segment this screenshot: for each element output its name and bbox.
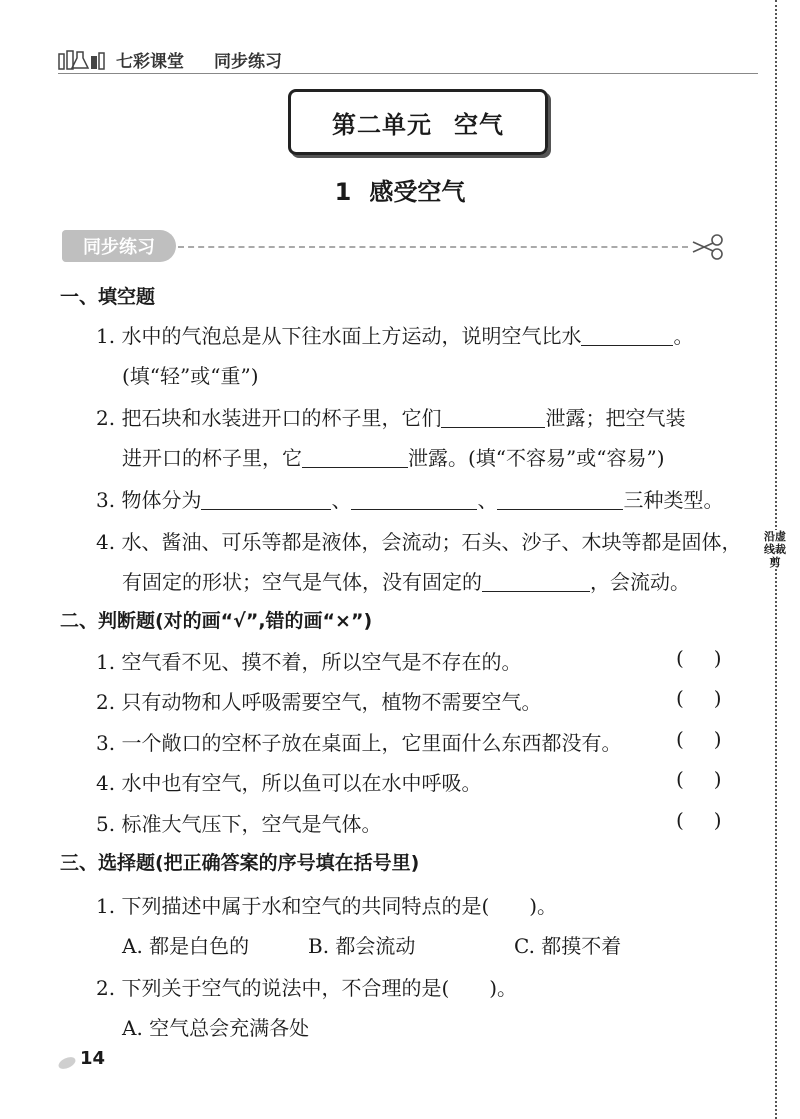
- q-text: 三种类型。: [623, 488, 724, 512]
- fill-q1-hint: (填“轻”或“重”): [122, 364, 259, 388]
- lesson-name: 感受空气: [369, 178, 466, 206]
- fill-q1: [96, 320, 693, 349]
- q-text: 把石块和水装进开口的杯子里，它们: [121, 406, 442, 430]
- answer-blank[interactable]: [482, 569, 590, 592]
- answer-blank[interactable]: [302, 445, 408, 468]
- tf-item-1: [96, 646, 521, 675]
- unit-prefix: 第二单元: [332, 110, 432, 139]
- q-text: 只有动物和人呼吸需要空气，植物不需要空气。: [121, 690, 542, 714]
- q-text: 下列描述中属于水和空气的共同特点的是( )。: [121, 894, 558, 918]
- separator: 、: [477, 488, 498, 512]
- lab-flasks-icon: [58, 48, 106, 70]
- q-text: 泄露；把空气装: [545, 406, 686, 430]
- q-num: 2.: [96, 976, 116, 1000]
- q-text: 下列关于空气的说法中，不合理的是( )。: [121, 976, 518, 1000]
- fill-q3: [96, 484, 723, 513]
- answer-paren[interactable]: (): [676, 808, 752, 832]
- choice-q1-options: [122, 930, 621, 959]
- q-num: 1.: [96, 650, 116, 674]
- answer-paren[interactable]: (): [676, 686, 752, 710]
- choice-q1: [96, 890, 557, 919]
- header-divider: [58, 73, 758, 74]
- fill-q4: [96, 526, 741, 555]
- answer-blank[interactable]: [201, 487, 331, 510]
- choice-q2: [96, 972, 517, 1001]
- tf-item-5: [96, 808, 381, 837]
- page-header: [58, 44, 282, 74]
- tf-item-3: [96, 727, 621, 756]
- practice-badge: 同步练习: [62, 230, 176, 262]
- section-choice-heading: 三、选择题(把正确答案的序号填在括号里): [60, 852, 420, 874]
- q-num: 2.: [96, 406, 116, 430]
- q-text: 水、酱油、可乐等都是液体，会流动；石头、沙子、木块等都是固体，: [121, 530, 742, 554]
- lesson-number: 1: [334, 178, 352, 206]
- series-name: 七彩课堂: [116, 51, 184, 72]
- q-text: 标准大气压下，空气是气体。: [121, 812, 382, 836]
- fill-q2-line2: [122, 442, 665, 471]
- q-text-end: 。: [673, 324, 694, 348]
- q-num: 3.: [96, 488, 116, 512]
- q-num: 1.: [96, 324, 116, 348]
- answer-blank[interactable]: [351, 487, 477, 510]
- choice-q2-options: [122, 1012, 309, 1041]
- q-text: 空气看不见、摸不着，所以空气是不存在的。: [121, 650, 522, 674]
- q-text: 有固定的形状；空气是气体，没有固定的: [122, 570, 482, 594]
- q-text: 水中的气泡总是从下往水面上方运动，说明空气比水: [121, 324, 582, 348]
- q-text: 物体分为: [121, 488, 202, 512]
- option-a[interactable]: A. 都是白色的: [122, 934, 250, 958]
- answer-blank[interactable]: [581, 323, 673, 346]
- tf-item-4: [96, 767, 481, 796]
- scissors-icon: [690, 232, 726, 262]
- q-num: 3.: [96, 731, 116, 755]
- fill-q4-line2: [122, 566, 690, 595]
- option-b[interactable]: B. 都会流动: [308, 934, 416, 958]
- separator: 、: [331, 488, 352, 512]
- answer-paren[interactable]: (): [676, 767, 752, 791]
- q-text: 一个敞口的空杯子放在桌面上，它里面什么东西都没有。: [121, 731, 622, 755]
- q-text: ，会流动。: [590, 570, 690, 594]
- section-true-false-heading: 二、判断题(对的画“√”,错的画“×”): [60, 610, 373, 632]
- answer-paren[interactable]: (): [676, 727, 752, 751]
- page-number: 14: [80, 1048, 106, 1069]
- option-a[interactable]: A. 空气总会充满各处: [122, 1016, 310, 1040]
- q-num: 4.: [96, 530, 116, 554]
- tf-item-2: [96, 686, 541, 715]
- answer-paren[interactable]: (): [676, 646, 752, 670]
- unit-name: 空气: [454, 110, 504, 139]
- answer-blank[interactable]: [441, 405, 545, 428]
- option-c[interactable]: C. 都摸不着: [514, 934, 622, 958]
- q-text: 水中也有空气，所以鱼可以在水中呼吸。: [121, 771, 482, 795]
- q-num: 1.: [96, 894, 116, 918]
- answer-blank[interactable]: [497, 487, 623, 510]
- q-text: 泄露。(填“不容易”或“容易”): [408, 446, 665, 470]
- unit-title-box: [288, 89, 548, 155]
- cut-label: 沿虚线裁剪: [764, 530, 786, 569]
- practice-dotted-rule: [178, 246, 688, 248]
- lesson-title: [0, 172, 800, 207]
- section-fill-blank-heading: 一、填空题: [60, 286, 156, 308]
- q-num: 5.: [96, 812, 116, 836]
- q-num: 4.: [96, 771, 116, 795]
- section-name: 同步练习: [214, 51, 282, 72]
- q-text: 进开口的杯子里，它: [122, 446, 302, 470]
- fill-q2: [96, 402, 685, 431]
- q-num: 2.: [96, 690, 116, 714]
